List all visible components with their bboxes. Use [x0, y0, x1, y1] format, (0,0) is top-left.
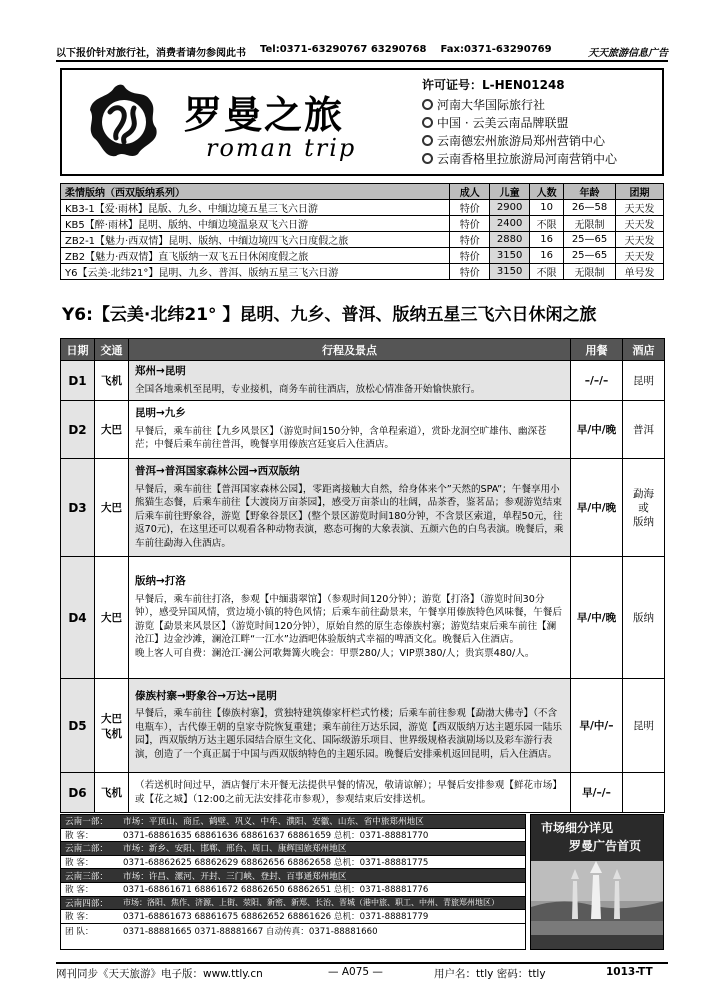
hotel-label: 昆明 — [623, 679, 665, 773]
day-route: 傣族村寨→野象谷→万达→昆明 — [135, 689, 277, 702]
notice-text: 以下报价针对旅行社，消费者请勿参阅此书 — [56, 48, 246, 59]
partner-line: 河南大华国际旅行社 — [422, 96, 545, 113]
day-detail — [129, 459, 571, 557]
day-description: 早餐后，乘车前往【九乡风景区】（游览时间150分钟，含单程索道），赏卧龙洞空旷雄伟、幽深苍茫；中餐后乘车前往普洱，晚餐享用傣族宫廷宴后入住酒店。 — [135, 425, 547, 451]
office-row: 云南四部： 市场：洛阳、焦作、济源、上街、荥阳、新密、新郑、长治、晋城（港中旅、职工、中州、青旅郑州地区） — [61, 897, 525, 911]
series-col-header: 儿童 — [490, 184, 530, 200]
table-row: KB5【醉·雨林】昆明、版纳、中缅边境温泉双飞六日游 特价 2400 不限 无限制 天天发 — [61, 216, 664, 232]
header-box — [60, 68, 664, 176]
day-description: 早餐后，乘车前往打洛，参观【中缅翡翠馆】（参观时间120分钟）；游览【打洛】（游览时间30分钟），感受异国风情，赏边境小镇的特色风情；后乘车前往勐景来，午餐享用傣族特色风味餐，午餐后游览【勐景来风景区】（游览时间120分钟），原始自然的原生态傣族村寨；游览结束后乘车前往【澜沧江】边金沙滩，澜沧江畔“一江水”边酒吧体验版纳式幸福的啤酒文化。晚餐后入住酒店。 晚上客人可自费：澜沧江·澜公河歌舞篝火晚会：甲票280/人；VIP票380/人；贵宾票480/人。 — [135, 593, 562, 659]
promo-line-2: 罗曼广告首页 — [569, 839, 642, 853]
itinerary-day-row — [61, 773, 665, 813]
day-route: 郑州→昆明 — [135, 365, 186, 377]
flower-logo-icon — [86, 84, 162, 160]
office-row: 散 客： 0371-68861673 68861675 68862652 68861626 总机：0371-88881779 — [61, 910, 525, 924]
transport-label: 大巴 — [95, 401, 129, 459]
day-description: 全国各地乘机至昆明，专业接机，商务车前往酒店，放松心情准备开始愉快旅行。 — [135, 383, 481, 395]
logo-chinese-name: 罗曼之旅 — [184, 93, 345, 137]
transport-label: 大巴 — [95, 459, 129, 557]
partner-bullet-icon — [422, 153, 433, 164]
table-row: ZB2-1【魅力·西双情】昆明、版纳、中缅边境四飞六日度假之旅 特价 2880 16 25—65 天天发 — [61, 232, 664, 248]
logo — [66, 74, 418, 170]
day-label: D5 — [61, 679, 95, 773]
day-label: D4 — [61, 557, 95, 679]
table-row: KB3-1【爱·雨林】昆版、九乡、中缅边境五星三飞六日游 特价 2900 10 26—58 天天发 — [61, 200, 664, 216]
transport-label: 飞机 — [95, 773, 129, 813]
brand-text: 天天旅游信息广告 — [588, 48, 668, 59]
promo-box — [530, 814, 664, 950]
partner-line: 云南德宏州旅游局郑州营销中心 — [422, 132, 605, 149]
series-col-header: 成人 — [450, 184, 490, 200]
pagoda-landscape-photo — [531, 861, 664, 950]
day-label: D1 — [61, 361, 95, 401]
partner-line: 云南香格里拉旅游局河南营销中心 — [422, 150, 617, 167]
day-description: 早餐后，乘车前往【傣族村寨】，赏独特建筑傣家杆栏式竹楼；后乘车前往参观【勐渤大佛寺】（不含电瓶车），古代傣王朝的皇家寺院恢复重建；乘车前往万达乐园，游览【西双版纳万达主题乐园一陆乐园】，西双版纳万达主题乐园结合原生文化、国际级游乐项目、世界级规格表演剧场以及彩车游行表演，创造了一个真正属于中国与西双版纳特色的主题乐园。晚餐后安排乘机返回昆明，后入住酒店。 — [135, 708, 562, 760]
meals-label: 早/中/晚 — [571, 557, 623, 679]
partner-bullet-icon — [422, 117, 433, 128]
sales-office-contacts — [60, 814, 526, 950]
day-detail — [129, 361, 571, 401]
promo-line-1: 市场细分详见 — [541, 821, 614, 835]
itinerary-day-row — [61, 679, 665, 773]
table-row: ZB2【魅力·西双情】直飞版纳一双飞五日休闲度假之旅 特价 3150 16 25—65 天天发 — [61, 248, 664, 264]
day-label: D2 — [61, 401, 95, 459]
office-row: 团 队： 0371-88881665 0371-88881667 自动传真：0371-88881660 — [65, 926, 378, 937]
series-header-row — [61, 184, 664, 200]
logo-english-name: roman trip — [206, 134, 357, 162]
itinerary-table — [60, 338, 665, 813]
tel-text: Tel:0371-63290767 63290768 — [260, 44, 427, 55]
itinerary-col-header: 行程及景点 — [129, 339, 571, 361]
day-detail — [129, 401, 571, 459]
series-col-header: 人数 — [530, 184, 564, 200]
transport-label: 飞机 — [95, 361, 129, 401]
office-row: 散 客： 0371-68862625 68862629 68862656 68862658 总机：0371-88881775 — [61, 856, 525, 870]
itinerary-col-header: 用餐 — [571, 339, 623, 361]
itinerary-col-header: 酒店 — [623, 339, 665, 361]
day-label: D3 — [61, 459, 95, 557]
partner-bullet-icon — [422, 99, 433, 110]
day-detail — [129, 679, 571, 773]
footer-login: 用户名：ttly 密码：ttly — [434, 968, 546, 980]
day-detail — [129, 773, 571, 813]
footer — [56, 962, 668, 978]
fax-text: Fax:0371-63290769 — [440, 44, 552, 55]
hotel-label: 普洱 — [623, 401, 665, 459]
itinerary-header-row — [61, 339, 665, 361]
office-row: 云南二部： 市场：新乡、安阳、邯郸、邢台、周口、康辉国旅郑州地区 — [61, 842, 525, 856]
office-row: 云南三部： 市场：许昌、漯河、开封、三门峡、登封、百事通郑州地区 — [61, 869, 525, 883]
day-route: 版纳→打洛 — [135, 575, 186, 587]
meals-label: 早/中/– — [571, 679, 623, 773]
hotel-label: 版纳 — [623, 557, 665, 679]
footer-site: 网刊同步《天天旅游》电子版：www.ttly.cn — [56, 968, 263, 980]
office-row: 散 客： 0371-68861635 68861636 68861637 68861659 总机：0371-88881770 — [61, 829, 525, 843]
day-description: 早餐后，乘车前往【普洱国家森林公园】，零距离接触大自然，给身体来个”天然的SPA”；午餐享用小熊猫生态餐，后乘车前往【大渡岗万亩茶园】，感受万亩茶山的壮阔，品茶香，鉴茗品；参观游览结束后乘车前往野象谷，游览【野象谷景区】(整个景区游览时间180分钟，不含景区索道，单程50元，往返70元)，在这里还可以观看各种动物表演，憨态可掬的大象表演、五颜六色的白鸟表演。晚餐后，乘车前往勐海入住酒店。 — [135, 483, 564, 549]
meals-label: 早/中/晚 — [571, 459, 623, 557]
itinerary-day-row — [61, 557, 665, 679]
meals-label: –/–/– — [571, 361, 623, 401]
itinerary-day-row — [61, 459, 665, 557]
meals-label: 早/中/晚 — [571, 401, 623, 459]
issue-code: 1013-TT — [606, 966, 653, 978]
itinerary-col-header: 日期 — [61, 339, 95, 361]
series-col-header: 柔情版纳（西双版纳系列） — [61, 184, 450, 200]
hotel-label — [623, 773, 665, 813]
day-description: （若送机时间过早，酒店餐厅未开餐无法提供早餐的情况，敬请谅解）；早餐后安排参观【鲜花市场】或【花之城】（12:00之前无法安排花市参观），参观结束后安排送机。 — [135, 780, 562, 805]
day-detail — [129, 557, 571, 679]
partner-line: 中国 · 云美云南品牌联盟 — [422, 114, 568, 131]
transport-label: 大巴 — [95, 557, 129, 679]
series-price-table — [60, 183, 664, 280]
series-col-header: 团期 — [616, 184, 664, 200]
table-row: Y6【云美·北纬21°】昆明、九乡、普洱、版纳五星三飞六日游 特价 3150 不限 无限制 单号发 — [61, 264, 664, 280]
office-row: 散 客： 0371-68861671 68861672 68862650 68862651 总机：0371-88881776 — [61, 883, 525, 897]
license-number: 许可证号：L-HEN01248 — [422, 78, 565, 92]
itinerary-day-row — [61, 401, 665, 459]
route-title: Y6:【云美·北纬21° 】昆明、九乡、普洱、版纳五星三飞六日休闲之旅 — [62, 305, 597, 325]
series-col-header: 年龄 — [564, 184, 616, 200]
office-row: 云南一部： 市场：平顶山、商丘、鹤壁、巩义、中牟、濮阳、安徽、山东、省中旅郑州地区 — [61, 815, 525, 829]
top-strip — [56, 44, 668, 62]
day-route: 昆明→九乡 — [135, 407, 186, 420]
itinerary-col-header: 交通 — [95, 339, 129, 361]
day-label: D6 — [61, 773, 95, 813]
hotel-label: 勐海 或 版纳 — [623, 459, 665, 557]
day-route: 普洱→普洱国家森林公园→西双版纳 — [135, 465, 300, 477]
transport-label: 大巴 飞机 — [95, 679, 129, 773]
partner-bullet-icon — [422, 135, 433, 146]
meals-label: 早/–/– — [571, 773, 623, 813]
page-number: — A075 — — [328, 966, 383, 978]
hotel-label: 昆明 — [623, 361, 665, 401]
itinerary-day-row — [61, 361, 665, 401]
